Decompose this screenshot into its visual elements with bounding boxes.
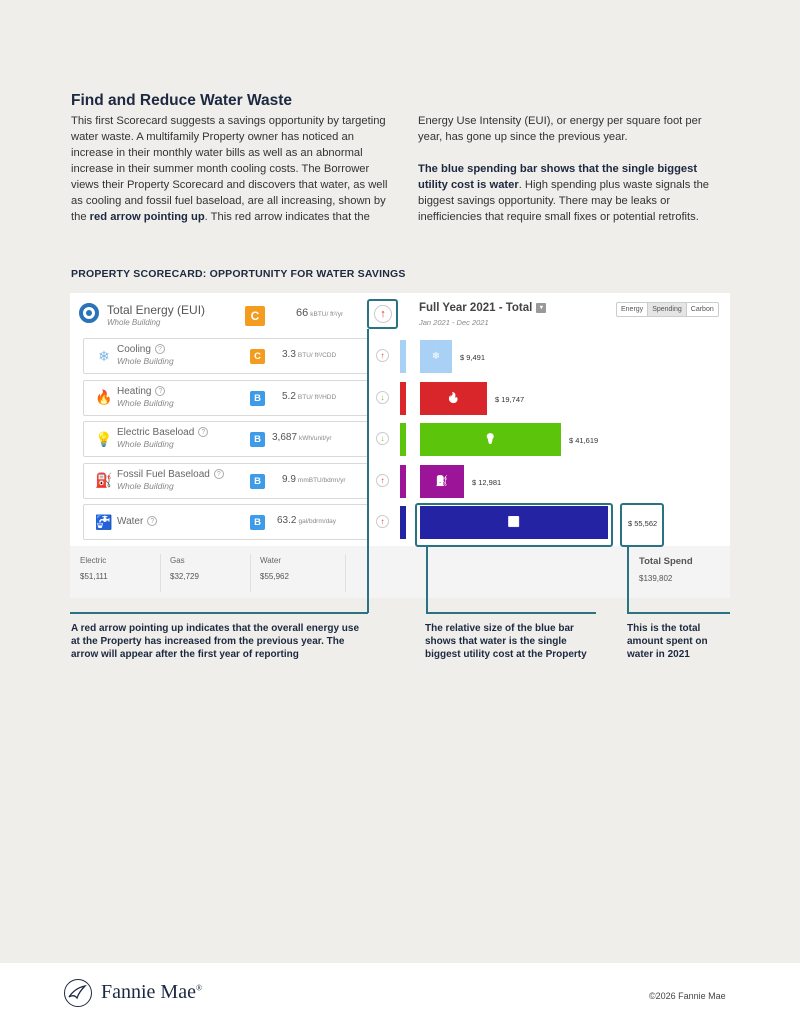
spending-bar[interactable] — [420, 340, 452, 373]
arrow-highlight-box — [367, 299, 398, 329]
metric-row[interactable] — [83, 338, 368, 374]
grade-badge: B — [250, 432, 265, 447]
category-color-edge — [400, 382, 406, 415]
left-text-end: . This red arrow indicates that the — [204, 211, 370, 223]
fannie-mae-logo-icon — [64, 979, 92, 1007]
spending-bar-label: $ 9,491 — [460, 353, 486, 362]
spending-bar-label: $ 55,562 — [628, 519, 658, 528]
summary-value: $51,111 — [80, 572, 108, 581]
grade-badge: B — [250, 391, 265, 406]
right-text-p1: Energy Use Intensity (EUI), or energy per square foot per year, has gone up since the previous year. — [418, 115, 702, 143]
faucet-icon: 🚰 — [95, 513, 113, 530]
metric-name-text: Fossil Fuel Baseload — [117, 468, 210, 480]
trend-down-arrow-icon[interactable]: ↓ — [376, 432, 389, 445]
total-spend-value: $139,802 — [639, 574, 673, 583]
summary-label: Gas — [170, 556, 185, 565]
help-icon[interactable]: ? — [214, 469, 224, 479]
metric-name — [117, 469, 224, 480]
bar-callout-rule — [426, 612, 596, 614]
summary-divider — [250, 554, 251, 592]
metric-row[interactable] — [83, 504, 368, 540]
metric-name-text: Electric Baseload — [117, 427, 195, 438]
metric-value-number: 63.2 — [277, 515, 297, 526]
snowflake-icon: ❄ — [431, 351, 441, 362]
total-leader-line — [627, 547, 629, 613]
bulb-icon: 💡 — [95, 430, 113, 447]
metric-value — [272, 432, 332, 443]
water-bar-highlight-box — [415, 503, 613, 547]
section-label: PROPERTY SCORECARD: OPPORTUNITY FOR WATER SAVINGS — [71, 268, 406, 280]
trend-down-arrow-icon[interactable]: ↓ — [376, 391, 389, 404]
metric-value-number: 3.3 — [282, 349, 296, 360]
category-color-edge — [400, 465, 406, 498]
metric-value — [277, 515, 336, 526]
help-icon[interactable]: ? — [147, 516, 157, 526]
metric-row[interactable] — [83, 421, 368, 457]
left-column-text — [71, 113, 391, 225]
metric-name — [117, 516, 157, 527]
total-value-unit: kBTU/ ft²/yr — [310, 311, 344, 318]
summary-value: $32,729 — [170, 572, 199, 581]
spending-bar[interactable] — [420, 423, 561, 456]
metric-value-number: 5.2 — [282, 390, 296, 402]
metric-value-number: 3,687 — [272, 432, 298, 443]
metric-value-unit: BTU/ ft²/HDD — [297, 393, 337, 401]
spending-bar-label: $ 19,747 — [495, 394, 525, 404]
metric-name — [117, 344, 165, 355]
fuel-icon: ⛽ — [95, 472, 113, 488]
metric-value-unit: gal/bdrm/day — [298, 518, 337, 525]
total-callout: This is the total amount spent on water in 2021 — [627, 623, 708, 660]
summary-label: Electric — [80, 556, 107, 565]
summary-divider — [160, 554, 161, 592]
trend-up-arrow-icon[interactable]: ↑ — [376, 474, 389, 487]
fuel-icon: ⛽ — [435, 475, 449, 487]
category-color-edge — [400, 340, 406, 373]
spending-bar[interactable] — [420, 382, 487, 415]
summary-water — [260, 556, 289, 581]
bar-leader-line — [426, 547, 428, 613]
logo-wordmark: Fannie Mae — [101, 981, 196, 1003]
faucet-icon: 🚰 — [507, 517, 521, 528]
right-column-text — [418, 113, 728, 225]
bulb-icon: 💡 — [484, 434, 497, 445]
right-text-rest: . High spending plus waste signals the biggest savings opportunity. There may be leaks or inefficiencies that require small fixes or potential retrofits. — [418, 179, 710, 223]
copyright: ©2026 Fannie Mae — [649, 991, 726, 1001]
category-color-edge — [400, 423, 406, 456]
metric-sub: Whole Building — [117, 397, 174, 408]
metric-row[interactable] — [83, 380, 368, 416]
right-text-bold: The blue spending bar shows that the single biggest utility cost is water — [418, 163, 698, 191]
metric-value-unit: BTU/ ft²/CDD — [297, 352, 337, 359]
grade-badge: C — [250, 349, 265, 364]
water-total-highlight-box — [620, 503, 664, 547]
toggle-energy[interactable]: Energy — [621, 306, 644, 313]
trend-up-arrow-icon[interactable]: ↑ — [376, 349, 389, 362]
metric-value — [282, 349, 336, 360]
total-trend-up-arrow-icon[interactable]: ↑ — [374, 305, 392, 323]
arrow-callout: A red arrow pointing up indicates that the overall energy use at the Property has increased from the previous year. The arrow will appear after the first year of reporting — [71, 623, 360, 660]
metric-value — [282, 391, 336, 402]
total-spend-label: Total Spend — [639, 556, 693, 567]
bar-callout: The relative size of the blue bar shows that water is the single biggest utility cost at the Property — [425, 623, 587, 660]
grade-badge: B — [250, 474, 265, 489]
flame-icon: 🔥 — [447, 392, 460, 404]
page-heading: Find and Reduce Water Waste — [71, 92, 293, 109]
arrow-leader-line — [367, 329, 369, 613]
period-range: Jan 2021 - Dec 2021 — [419, 318, 489, 327]
help-icon[interactable]: ? — [155, 386, 165, 396]
help-icon[interactable]: ? — [155, 344, 165, 354]
snowflake-icon: ❄ — [98, 347, 110, 364]
total-grade-badge: C — [245, 306, 265, 326]
grade-badge: B — [250, 515, 265, 530]
spend-summary-strip — [70, 546, 730, 598]
category-color-edge — [400, 506, 406, 539]
spending-bar-label: $ 41,619 — [569, 436, 599, 445]
summary-gas — [170, 556, 199, 581]
period-title — [419, 302, 546, 314]
summary-divider — [345, 554, 346, 592]
right-text-p2 — [418, 161, 728, 225]
total-energy-value — [296, 307, 343, 319]
view-toggle — [616, 302, 719, 317]
metric-name — [117, 386, 165, 397]
summary-electric — [80, 556, 108, 581]
spending-bar[interactable] — [420, 465, 464, 498]
summary-total — [639, 556, 693, 583]
metric-sub: Whole Building — [117, 439, 174, 449]
period-title-text: Full Year 2021 - Total — [419, 302, 533, 314]
summary-value: $55,962 — [260, 572, 289, 581]
flame-icon: 🔥 — [95, 389, 113, 405]
arrow-callout-rule — [70, 612, 368, 614]
metric-name-text: Water — [117, 516, 144, 527]
spending-bar-label: $ 12,981 — [472, 477, 502, 487]
metric-name-text: Cooling — [117, 344, 151, 355]
total-value-number: 66 — [296, 307, 309, 319]
total-energy-sub: Whole Building — [107, 318, 161, 327]
left-text-part: This first Scorecard suggests a savings opportunity by targeting water waste. A multifamily Property owner has noticed an increase in their monthly water bills as well as an abnormal increase in their summer month cooling costs. The Borrower views their Property Scorecard and discovers that water, as well as cooling and fossil fuel baseload, are all increasing, shown by the — [71, 115, 388, 223]
metric-sub: Whole Building — [117, 356, 174, 366]
period-dropdown-icon[interactable]: ▾ — [536, 303, 546, 313]
metric-sub: Whole Building — [117, 480, 174, 491]
total-energy-name: Total Energy (EUI) — [107, 303, 206, 317]
metric-value-unit: kWh/unit/yr — [299, 435, 332, 442]
metric-name-text: Heating — [117, 385, 152, 397]
help-icon[interactable]: ? — [198, 427, 208, 437]
trend-up-arrow-icon[interactable]: ↑ — [376, 515, 389, 528]
toggle-carbon[interactable]: Carbon — [686, 303, 718, 316]
toggle-spending[interactable]: Spending — [647, 303, 686, 316]
total-callout-rule — [627, 612, 730, 614]
metric-value-number: 9.9 — [282, 473, 296, 485]
summary-label: Water — [260, 556, 282, 565]
left-text-bold: red arrow pointing up — [89, 211, 205, 223]
metric-value-unit: mmBTU/bdrm/yr — [297, 476, 346, 484]
metric-row[interactable] — [83, 463, 368, 499]
metric-name — [117, 427, 208, 438]
eui-target-icon — [79, 303, 99, 323]
metric-value — [282, 474, 346, 485]
fannie-mae-logo-text: Fannie Mae® — [101, 981, 203, 1003]
